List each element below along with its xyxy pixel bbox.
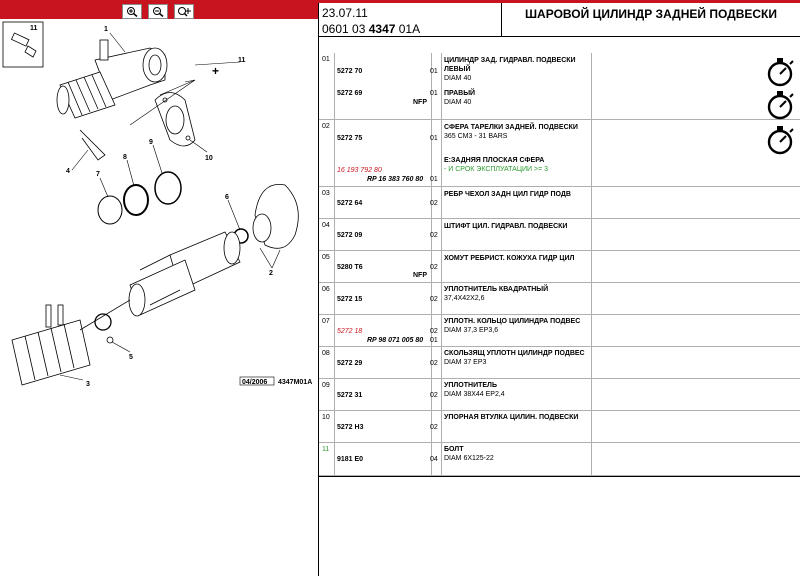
quantity: 02: [430, 264, 438, 271]
diagram-label-5: 5: [129, 354, 133, 361]
part-number[interactable]: 5272 H3: [337, 424, 364, 431]
part-number-alt[interactable]: 16 193 792 80: [337, 167, 382, 174]
row-number: 06: [322, 286, 330, 293]
replacement-part[interactable]: RP 16 383 760 80: [367, 176, 424, 183]
row-number: 01: [322, 56, 330, 63]
description: РЕБР ЧЕХОЛ ЗАДН ЦИЛ ГИДР ПОДВ: [444, 191, 571, 198]
page-title: ШАРОВОЙ ЦИЛИНДР ЗАДНЕЙ ПОДВЕСКИ: [525, 7, 777, 21]
description-detail: DIAM 40: [444, 75, 472, 82]
ring-part-7: [98, 196, 122, 224]
zoom-fit-button[interactable]: [174, 4, 194, 19]
part-number[interactable]: 5272 75: [337, 135, 363, 142]
diagram-plus-mark: +: [212, 64, 220, 78]
table-row[interactable]: [319, 219, 800, 251]
diagram-ref-label: 4347M01A: [278, 379, 313, 386]
quantity: 02: [430, 232, 438, 239]
description: СКОЛЬЗЯЩ УПЛОТН ЦИЛИНДР ПОДВЕС: [444, 350, 585, 357]
description-detail: DIAM 37,3 EP3,6: [444, 327, 499, 334]
diagram-label-2: 2: [269, 270, 273, 277]
header-date: 23.07.11: [322, 6, 368, 20]
quantity: 01: [430, 135, 438, 142]
diagram-label-8: 8: [123, 154, 127, 161]
diagram-label-11: 11: [238, 57, 246, 64]
header-code-suffix: 01A: [395, 22, 421, 36]
zoom-out-icon: [152, 6, 164, 17]
table-bottom-line: [319, 476, 800, 477]
diagram-label-1: 1: [104, 26, 108, 33]
table-row[interactable]: [319, 315, 800, 347]
part-number[interactable]: 5272 69: [337, 90, 363, 97]
stopwatch-icon[interactable]: [766, 56, 796, 88]
zoom-fit-icon: [177, 6, 191, 17]
zoom-out-button[interactable]: [148, 4, 168, 19]
description-variant: ПРАВЫЙ: [444, 90, 476, 97]
part-number[interactable]: 9181 E0: [337, 456, 364, 463]
table-row[interactable]: [319, 187, 800, 219]
part-number[interactable]: 5272 09: [337, 232, 363, 239]
table-row[interactable]: [319, 379, 800, 411]
row-number: 11: [322, 446, 330, 453]
nfp-flag: NFP: [413, 99, 427, 106]
zoom-in-icon: [126, 6, 138, 17]
clamp-part-5: [80, 300, 130, 343]
row-number: 07: [322, 318, 330, 325]
diagram-toolbar: [0, 3, 318, 19]
diagram-label-10: 10: [205, 155, 213, 162]
description-detail: 365 CM3 - 31 BARS: [444, 133, 508, 140]
diagram-label-4: 4: [66, 168, 70, 175]
header-code: [322, 22, 420, 36]
diagram-label-9: 9: [149, 139, 153, 146]
stopwatch-icon[interactable]: [766, 124, 796, 156]
diagram-date-label: 04/2006: [242, 379, 268, 386]
stopwatch-icon[interactable]: [766, 89, 796, 121]
header-code-bold: 4347: [368, 22, 396, 36]
table-row[interactable]: [319, 347, 800, 379]
quantity: 01: [430, 68, 438, 75]
part-number[interactable]: 5272 31: [337, 392, 363, 399]
quantity: 01: [430, 337, 438, 344]
row-number: 04: [322, 222, 330, 229]
part-number[interactable]: 5272 29: [337, 360, 363, 367]
quantity: 02: [430, 328, 438, 335]
description-detail: DIAM 6X125-22: [444, 455, 494, 462]
bolt-part-11: [11, 33, 36, 57]
description: УПЛОТНИТЕЛЬ КВАДРАТНЫЙ: [444, 286, 549, 293]
zoom-in-button[interactable]: [122, 4, 142, 19]
row-number: 09: [322, 382, 330, 389]
description-condition: - И СРОК ЭКСПЛУАТАЦИИ >= 3: [444, 166, 549, 173]
quantity: 02: [430, 296, 438, 303]
ring-part-9: [155, 172, 181, 204]
description-detail: DIAM 37 EP3: [444, 359, 487, 366]
flange-part-10: [155, 93, 195, 147]
description: СФЕРА ТАРЕЛКИ ЗАДНЕЙ. ПОДВЕСКИ: [444, 124, 578, 131]
quantity: 02: [430, 360, 438, 367]
description: УПЛОТНИТЕЛЬ: [444, 382, 497, 389]
diagram-label-3: 3: [86, 381, 90, 388]
sphere-part-2: [234, 184, 298, 248]
quantity: 02: [430, 200, 438, 207]
row-number: 08: [322, 350, 330, 357]
quantity: 04: [430, 456, 438, 463]
description-detail: 37,4X42X2,6: [444, 295, 485, 302]
description: УПЛОТН. КОЛЬЦО ЦИЛИНДРА ПОДВЕС: [444, 318, 581, 325]
cylinder-body: [129, 232, 240, 316]
part-number[interactable]: 5272 64: [337, 200, 363, 207]
diagram-pane: [0, 3, 318, 576]
replacement-part[interactable]: RP 98 071 005 80: [367, 337, 424, 344]
row-number: 10: [322, 414, 330, 421]
description: ХОМУТ РЕБРИСТ. КОЖУХА ГИДР ЦИЛ: [444, 255, 575, 262]
table-row[interactable]: [319, 411, 800, 443]
diagram-label-11a: 11: [30, 25, 38, 32]
description-variant: Е:ЗАДНЯЯ ПЛОСКАЯ СФЕРА: [444, 157, 545, 164]
diagram-label-7: 7: [96, 171, 100, 178]
table-row[interactable]: [319, 53, 800, 120]
part-number[interactable]: 5272 18: [337, 328, 363, 335]
part-number[interactable]: 5272 70: [337, 68, 363, 75]
exploded-diagram: [0, 3, 318, 576]
part-number[interactable]: 5280 T6: [337, 264, 363, 271]
row-number: 03: [322, 190, 330, 197]
nfp-flag: NFP: [413, 272, 427, 279]
diagram-label-6: 6: [225, 194, 229, 201]
quantity: 02: [430, 392, 438, 399]
description-variant: ЛЕВЫЙ: [444, 66, 471, 73]
description: БОЛТ: [444, 446, 464, 453]
table-row[interactable]: [319, 251, 800, 283]
table-row[interactable]: [319, 120, 800, 187]
description: ШТИФТ ЦИЛ. ГИДРАВЛ. ПОДВЕСКИ: [444, 223, 568, 230]
quantity: 01: [430, 176, 438, 183]
description: ЦИЛИНДР ЗАД. ГИДРАВЛ. ПОДВЕСКИ: [444, 57, 576, 64]
row-number: 02: [322, 123, 330, 130]
header-line: [319, 36, 800, 37]
table-row[interactable]: [319, 443, 800, 476]
quantity: 01: [430, 90, 438, 97]
table-row[interactable]: [319, 283, 800, 315]
row-number: 05: [322, 254, 330, 261]
boot-part-3: [12, 305, 90, 385]
description-detail: DIAM 38X44 EP2,4: [444, 391, 505, 398]
ring-part-8: [124, 185, 148, 215]
description: УПОРНАЯ ВТУЛКА ЦИЛИН. ПОДВЕСКИ: [444, 414, 579, 421]
description-detail: DIAM 40: [444, 99, 472, 106]
header-code-prefix: 0601 03: [322, 22, 369, 36]
quantity: 02: [430, 424, 438, 431]
part-number[interactable]: 5272 15: [337, 296, 363, 303]
